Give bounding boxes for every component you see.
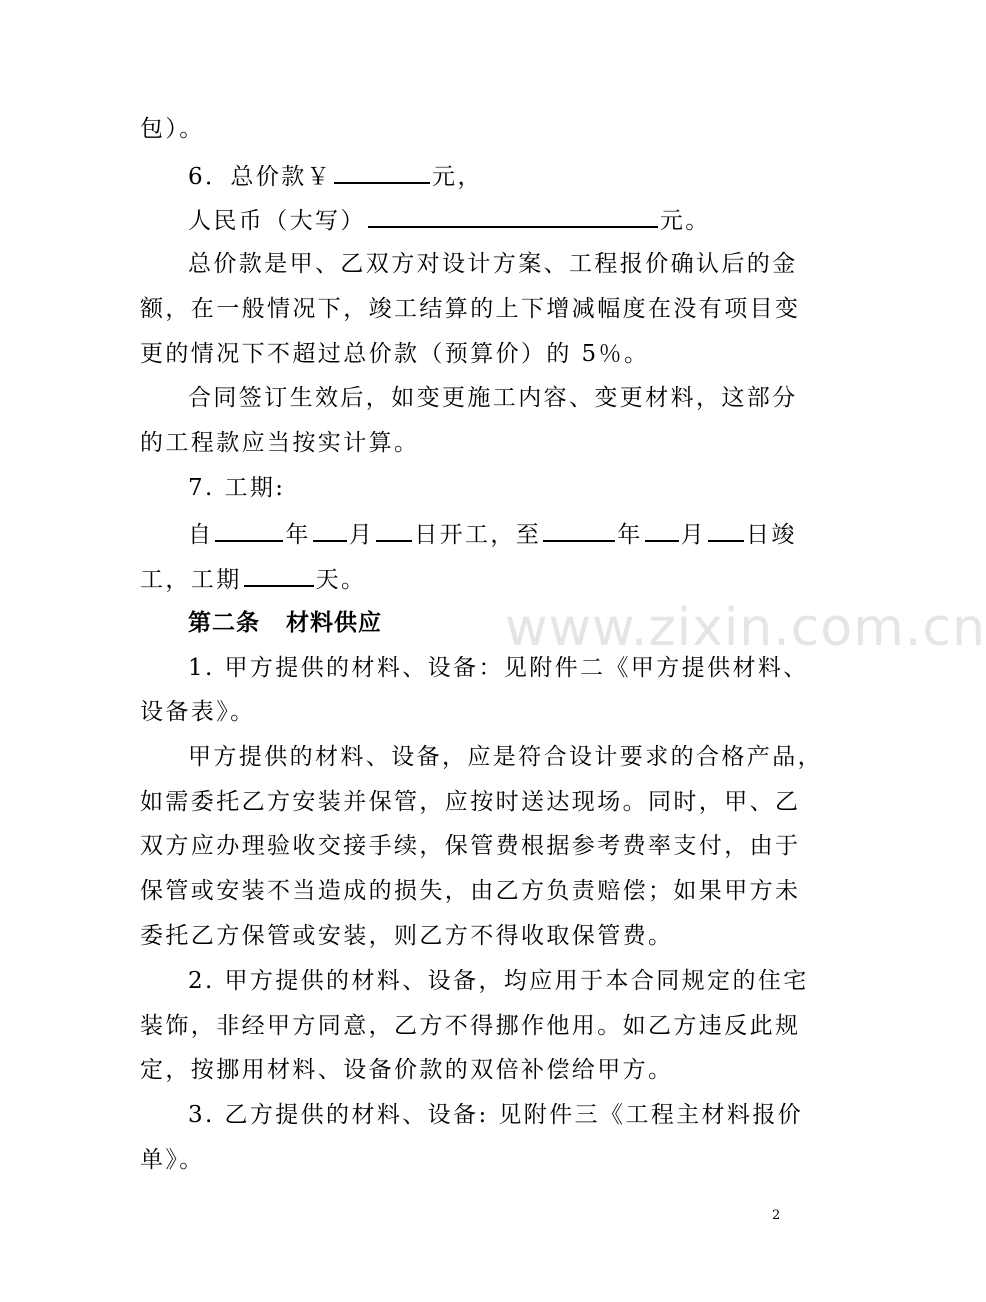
text-span: 甲方提供的材料、设备，应是符合设计要求的合格产品， <box>188 744 823 770</box>
text-line <box>140 428 790 458</box>
text-span: 委托乙方保管或安装，则乙方不得收取保管费。 <box>140 923 674 949</box>
rmb-capital-line <box>188 204 790 236</box>
text-line <box>140 831 801 861</box>
text-line <box>188 742 823 772</box>
schedule-heading <box>188 473 790 503</box>
text-span: 合同签订生效后，如变更施工内容、变更材料，这部分 <box>188 385 798 411</box>
text-span: 包）。 <box>140 116 205 142</box>
text-span: 天。 <box>315 567 367 593</box>
end-month-blank[interactable] <box>645 518 679 542</box>
start-month-blank[interactable] <box>313 518 347 542</box>
text-span: 人民币（大写） <box>188 208 366 234</box>
text-line <box>188 1100 804 1130</box>
text-span: 单》。 <box>140 1147 205 1173</box>
text-span: 元。 <box>659 208 711 234</box>
text-line <box>140 697 790 727</box>
text-span: 总价款是甲、乙双方对设计方案、工程报价确认后的金 <box>188 251 798 277</box>
text-span: 1. 甲方提供的材料、设备：见附件二《甲方提供材料、 <box>188 655 809 681</box>
text-span: 额，在一般情况下，竣工结算的上下增减幅度在没有项目变 <box>140 296 801 322</box>
text-line <box>140 787 801 817</box>
price-blank[interactable] <box>334 160 430 184</box>
section-number: 第二条 <box>188 610 260 636</box>
text-line <box>140 876 801 906</box>
text-span: 2. 甲方提供的材料、设备，均应用于本合同规定的住宅 <box>188 968 809 994</box>
text-span: 6．总价款￥ <box>188 164 333 190</box>
text-span: 日竣 <box>746 522 797 548</box>
text-line <box>140 921 790 951</box>
text-span: 如需委托乙方安装并保管，应按时送达现场。同时，甲、乙 <box>140 789 801 815</box>
section-title: 材料供应 <box>286 610 382 636</box>
text-span: 年 <box>285 522 311 548</box>
text-line <box>140 1011 801 1041</box>
watermark: www.zixin.com.cn <box>505 598 986 658</box>
text-span: 自 <box>188 522 214 548</box>
text-span: 元， <box>432 164 483 190</box>
text-span: 更的情况下不超过总价款（预算价）的 5％。 <box>140 341 650 367</box>
text-line <box>140 114 790 144</box>
text-span: 月 <box>348 522 375 548</box>
total-price-line <box>188 160 790 192</box>
duration-days-blank[interactable] <box>244 563 314 587</box>
rmb-capital-blank[interactable] <box>368 204 658 228</box>
text-span: 定，按挪用材料、设备价款的双倍补偿给甲方。 <box>140 1057 674 1083</box>
start-day-blank[interactable] <box>376 518 412 542</box>
schedule-line <box>188 518 797 550</box>
page-number: 2 <box>772 1208 781 1223</box>
text-span: 装饰，非经甲方同意，乙方不得挪作他用。如乙方违反此规 <box>140 1013 801 1039</box>
text-line <box>188 249 798 279</box>
text-line <box>140 1145 790 1175</box>
end-year-blank[interactable] <box>543 518 615 542</box>
text-span: 保管或安装不当造成的损失，由乙方负责赔偿；如果甲方未 <box>140 878 801 904</box>
schedule-line <box>140 563 790 595</box>
text-span: 年 <box>617 522 643 548</box>
text-span: 工，工期 <box>140 567 242 593</box>
end-day-blank[interactable] <box>708 518 744 542</box>
text-line <box>188 966 809 996</box>
text-span: 日开工，至 <box>414 522 542 548</box>
text-span: 设备表》。 <box>140 699 256 725</box>
text-span: 3. 乙方提供的材料、设备: 见附件三《工程主材料报价 <box>188 1102 804 1128</box>
start-year-blank[interactable] <box>215 518 283 542</box>
text-span: 月 <box>680 522 707 548</box>
text-line <box>140 1055 790 1085</box>
text-line <box>140 294 801 324</box>
text-span: 的工程款应当按实计算。 <box>140 430 420 456</box>
text-line <box>188 383 798 413</box>
text-line <box>140 339 790 369</box>
text-span: 双方应办理验收交接手续，保管费根据参考费率支付，由于 <box>140 833 801 859</box>
text-span: 7. 工期: <box>188 475 286 501</box>
